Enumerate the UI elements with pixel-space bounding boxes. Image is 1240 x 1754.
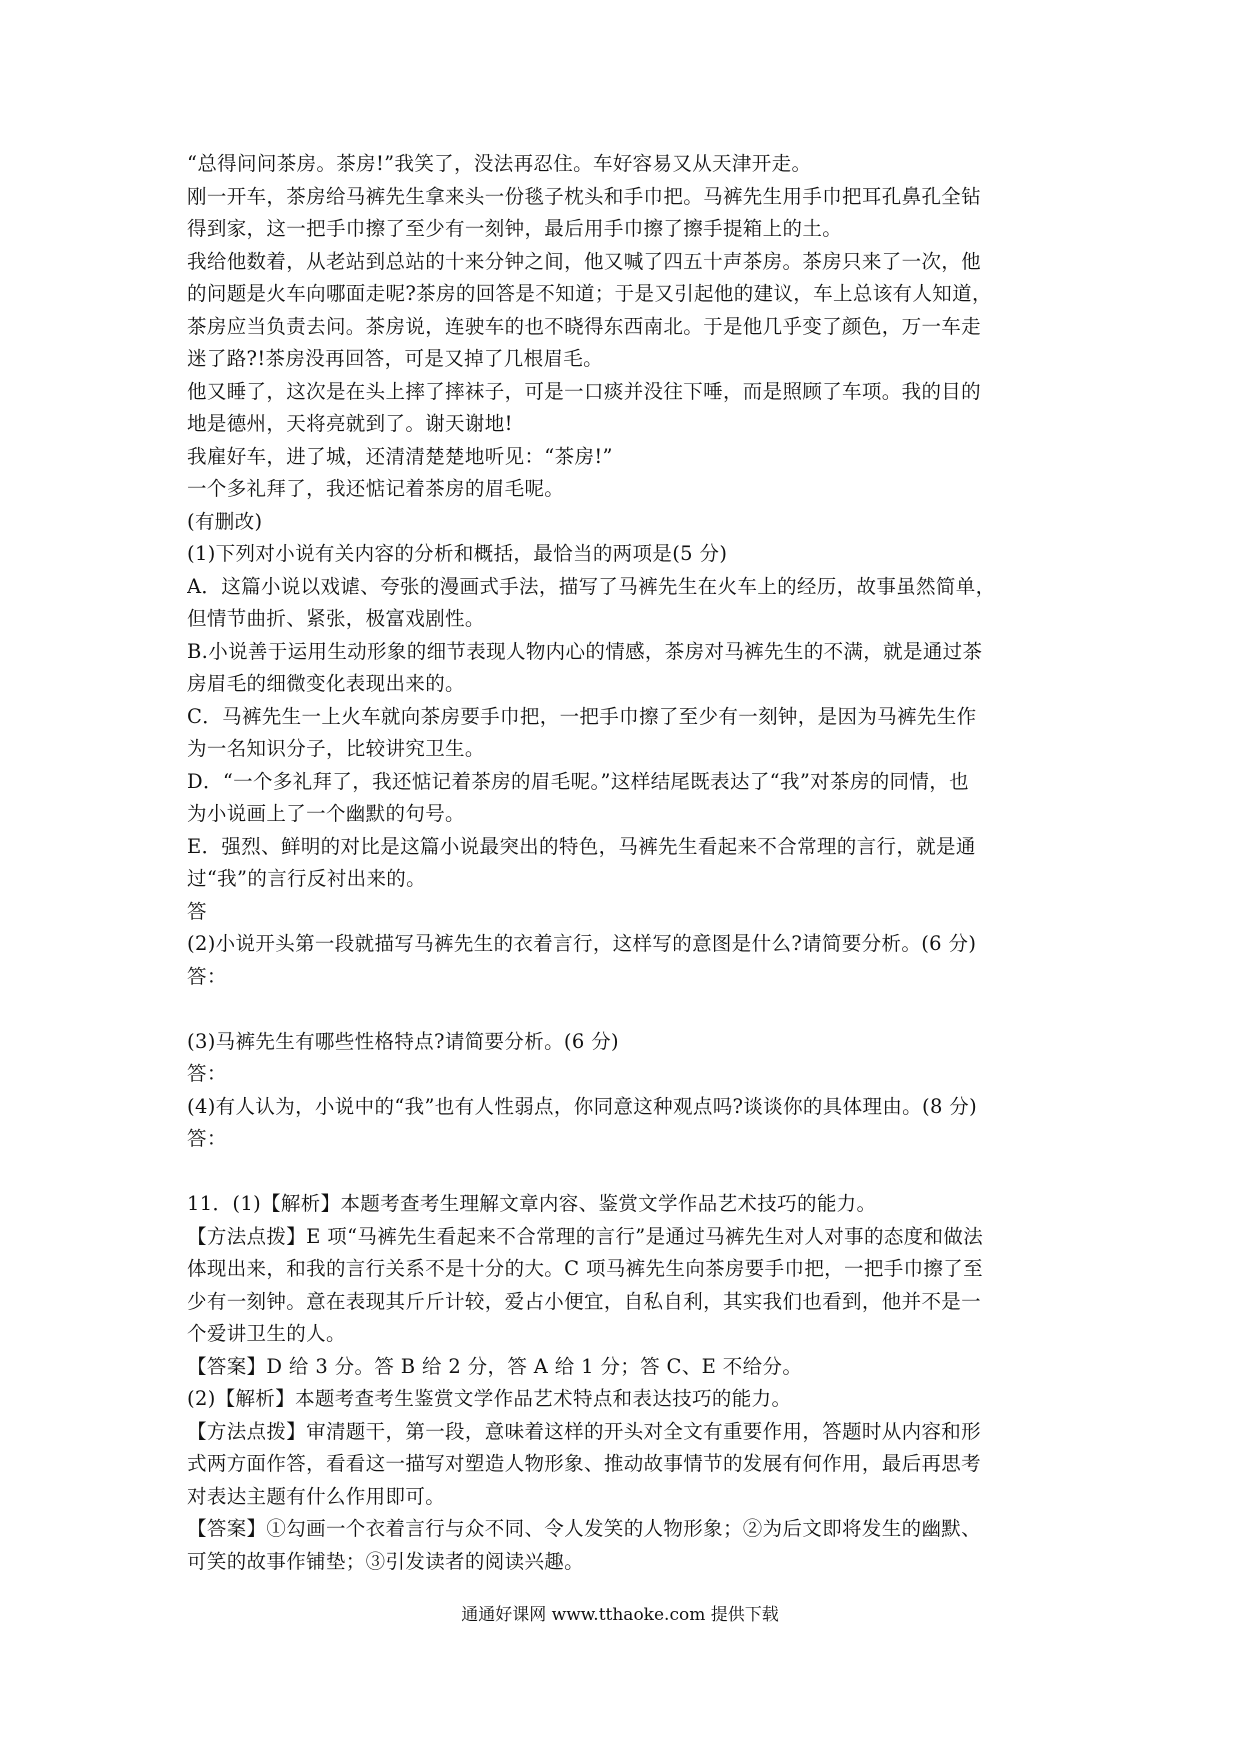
option-c xyxy=(187,701,1057,766)
text-line: E．强烈、鲜明的对比是这篇小说最突出的特色，马裤先生看起来不合常理的言行，就是通 xyxy=(187,834,976,858)
text-line: 【答案】①勾画一个衣着言行与众不同、令人发笑的人物形象；②为后文即将发生的幽默、 xyxy=(187,1517,982,1540)
question-4-answer-label: 答： xyxy=(187,1127,227,1150)
text-line: 【方法点拨】E 项“马裤先生看起来不合常理的言行”是通过马裤先生对人对事的态度和做法 xyxy=(187,1224,984,1248)
text-line: 过“我”的言行反衬出来的。 xyxy=(187,867,426,890)
text-line: D．“一个多礼拜了，我还惦记着茶房的眉毛呢。”这样结尾既表达了“我”对茶房的同情，也 xyxy=(187,769,969,793)
text-line: C．马裤先生一上火车就向茶房要手巾把，一把手巾擦了至少有一刻钟，是因为马裤先生作 xyxy=(187,704,977,728)
answer-space xyxy=(187,1156,1057,1189)
story-paragraph-5 xyxy=(187,441,1057,474)
text-line: 刚一开车，茶房给马裤先生拿来头一份毯子枕头和手巾把。马裤先生用手巾把耳孔鼻孔全钻 xyxy=(187,184,982,208)
analysis-2-method xyxy=(187,1416,1057,1514)
analysis-1-method xyxy=(187,1221,1057,1351)
story-paragraph-1 xyxy=(187,148,1057,181)
text-line: 体现出来，和我的言行关系不是十分的大。C 项马裤先生向茶房要手巾把，一把手巾擦了至 xyxy=(187,1257,983,1280)
text-line: 的问题是火车向哪面走呢?茶房的回答是不知道；于是又引起他的建议，车上总该有人知道， xyxy=(187,282,992,305)
text-line: 我给他数着，从老站到总站的十来分钟之间，他又喊了四五十声茶房。茶房只来了一次，他 xyxy=(187,249,982,273)
text-line: 为小说画上了一个幽默的句号。 xyxy=(187,802,465,825)
question-3-answer-label: 答： xyxy=(187,1062,227,1085)
analysis-1-heading: 11．(1)【解析】本题考查考生理解文章内容、鉴赏文学作品艺术技巧的能力。 xyxy=(187,1192,877,1215)
text-line: 对表达主题有什么作用即可。 xyxy=(187,1484,446,1508)
analysis-2-answer xyxy=(187,1513,1057,1578)
text-line: 但情节曲折、紧张，极富戏剧性。 xyxy=(187,607,485,630)
text-line: 迷了路?!茶房没再回答，可是又掉了几根眉毛。 xyxy=(187,347,603,370)
story-paragraph-4 xyxy=(187,376,1057,441)
option-b xyxy=(187,636,1057,701)
question-4-stem: (4)有人认为，小说中的“我”也有人性弱点，你同意这种观点吗?谈谈你的具体理由。(8 分) xyxy=(187,1094,978,1118)
text-line: “总得问问茶房。茶房!”我笑了，没法再忍住。车好容易又从天津开走。 xyxy=(187,152,812,175)
question-2-stem: (2)小说开头第一段就描写马裤先生的衣着言行，这样写的意图是什么?请简要分析。(6 分) xyxy=(187,932,977,955)
option-e xyxy=(187,831,1057,896)
story-paragraph-6 xyxy=(187,473,1057,506)
text-line: 为一名知识分子，比较讲究卫生。 xyxy=(187,737,485,760)
question-2-answer-label: 答： xyxy=(187,964,227,988)
text-line: 得到家，这一把手巾擦了至少有一刻钟，最后用手巾擦了擦手提箱上的土。 xyxy=(187,217,843,240)
text-line: 式两方面作答，看看这一描写对塑造人物形象、推动故事情节的发展有何作用，最后再思考 xyxy=(187,1452,982,1475)
question-1-answer-label: 答 xyxy=(187,899,207,923)
page-content xyxy=(187,148,1057,1578)
option-a xyxy=(187,571,1057,636)
text-line: B.小说善于运用生动形象的细节表现人物内心的情感，茶房对马裤先生的不满，就是通过茶 xyxy=(187,639,983,663)
question-3-stem: (3)马裤先生有哪些性格特点?请简要分析。(6 分) xyxy=(187,1029,619,1053)
text-line: A．这篇小说以戏谑、夸张的漫画式手法，描写了马裤先生在火车上的经历，故事虽然简单， xyxy=(187,574,996,598)
text-line: 他又睡了，这次是在头上摔了摔袜子，可是一口痰并没往下唾，而是照顾了车项。我的目的 xyxy=(187,379,982,403)
text-line: 茶房应当负责去问。茶房说，连驶车的也不晓得东西南北。于是他几乎变了颜色，万一车走 xyxy=(187,314,982,338)
text-line: 一个多礼拜了，我还惦记着茶房的眉毛呢。 xyxy=(187,477,565,500)
story-paragraph-2 xyxy=(187,181,1057,246)
question-1-stem: (1)下列对小说有关内容的分析和概括，最恰当的两项是(5 分) xyxy=(187,542,728,565)
story-paragraph-3 xyxy=(187,246,1057,376)
edit-note: (有删改) xyxy=(187,509,263,533)
text-line: 少有一刻钟。意在表现其斤斤计较，爱占小便宜，自私自利，其实我们也看到，他并不是一 xyxy=(187,1289,982,1313)
text-line: 房眉毛的细微变化表现出来的。 xyxy=(187,672,465,695)
page-footer: 通通好课网 www.tthaoke.com 提供下载 xyxy=(461,1605,779,1625)
analysis-1-answer: 【答案】D 给 3 分。答 B 给 2 分，答 A 给 1 分；答 C、E 不给分。 xyxy=(187,1354,803,1378)
analysis-2-heading: (2)【解析】本题考查考生鉴赏文学作品艺术特点和表达技巧的能力。 xyxy=(187,1387,792,1410)
text-line: 【方法点拨】审清题干，第一段，意味着这样的开头对全文有重要作用，答题时从内容和形 xyxy=(187,1419,982,1443)
text-line: 地是德州，天将亮就到了。谢天谢地! xyxy=(187,412,513,435)
text-line: 可笑的故事作铺垫；③引发读者的阅读兴趣。 xyxy=(187,1549,585,1573)
answer-space xyxy=(187,993,1057,1026)
text-line: 我雇好车，进了城，还清清楚楚地听见：“茶房!” xyxy=(187,444,613,468)
text-line: 个爱讲卫生的人。 xyxy=(187,1322,346,1345)
option-d xyxy=(187,766,1057,831)
